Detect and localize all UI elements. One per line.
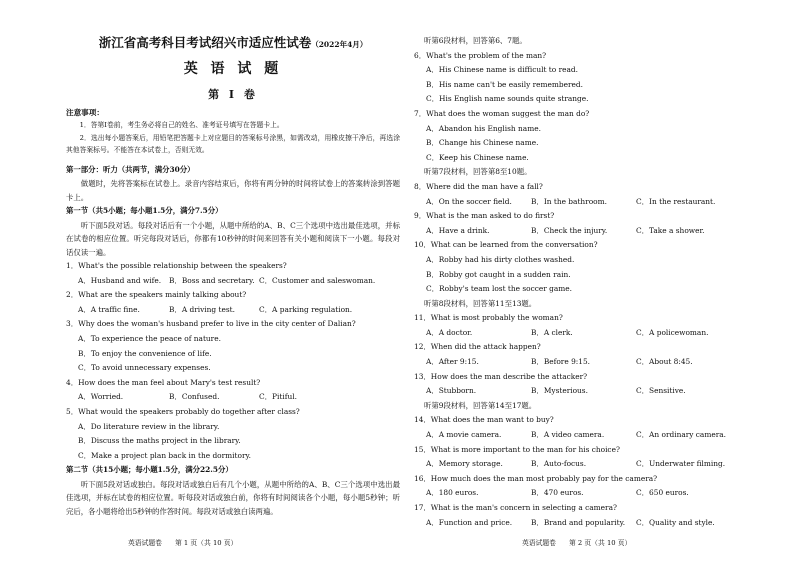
option-row xyxy=(66,274,400,289)
option-row xyxy=(66,390,400,405)
answer-option: A．His Chinese name is difficult to read. xyxy=(426,65,578,75)
answer-option: B．A video camera. xyxy=(531,430,605,440)
section2-instructions: 听下面5段对话或独白。每段对话或独白后有几个小题，从题中所给的A、B、C三个选项中选出最佳选项，并标在试卷的相应位置。听每段对话或独白前，你将有时间阅读各个小题，每小题5秒钟；听完后，各小题将给出5秒钟的作答时间。每段对话或独白读两遍。 xyxy=(66,479,400,516)
answer-option: A．Worried. xyxy=(78,392,124,402)
answer-option: B．Boss and secretary. xyxy=(169,275,255,285)
question-stem: 10．What can be learned from the conversation? xyxy=(414,240,598,250)
answer-option: B．Check the injury. xyxy=(531,225,608,235)
listening-instruction: 听第6段材料，回答第6、7题。 xyxy=(424,36,527,45)
volume-title: 第 Ⅰ 卷 xyxy=(208,88,258,101)
answer-option: C．An ordinary camera. xyxy=(636,430,727,440)
question-stem: 12．When did the attack happen? xyxy=(414,342,541,352)
answer-option: A．Have a drink. xyxy=(426,225,490,235)
notice-item: 1．答第Ⅰ卷前，考生务必将自己的姓名、准考证号填写在答题卡上。 xyxy=(79,121,284,129)
exam-title-main: 浙江省高考科目考试绍兴市适应性试卷 xyxy=(98,35,312,50)
option-row xyxy=(414,457,744,472)
answer-option: B．470 euros. xyxy=(531,488,584,498)
answer-option: B．Mysterious. xyxy=(531,386,588,396)
answer-option: B．Confused. xyxy=(169,392,220,402)
answer-option: B．To enjoy the convenience of life. xyxy=(78,348,212,358)
answer-option: A．A traffic fine. xyxy=(78,304,140,314)
question-stem: 4．How does the man feel about Mary's test result? xyxy=(66,377,261,387)
subject-title: 英 语 试 题 xyxy=(183,61,283,77)
answer-option: C．His English name sounds quite strange. xyxy=(426,94,589,104)
answer-option: A．A movie camera. xyxy=(426,430,502,440)
answer-option: C．650 euros. xyxy=(636,488,689,498)
option-row xyxy=(414,428,744,443)
answer-option: A．Stubborn. xyxy=(426,386,477,396)
answer-option: C．In the restaurant. xyxy=(636,196,716,206)
listening-instruction: 听第8段材料，回答第11至13题。 xyxy=(424,298,537,308)
answer-option: C．A parking regulation. xyxy=(259,304,353,314)
notice-item: 2．选出每小题答案后，用铅笔把答题卡上对应题目的答案标号涂黑，如需改动，用橡皮擦干净后，再选涂其他答案标号。不能答在本试卷上，否则无效。 xyxy=(66,133,400,155)
option-row xyxy=(414,195,744,210)
option-row xyxy=(414,224,744,239)
answer-option: C．Quality and style. xyxy=(636,517,715,527)
answer-option: B．A clerk. xyxy=(531,327,573,337)
question-stem: 1．What's the possible relationship between the speakers? xyxy=(66,261,287,271)
page-footer: 英语试题卷 第 1 页（共 10 页） xyxy=(128,539,238,547)
answer-option: B．Change his Chinese name. xyxy=(426,138,539,148)
answer-option: C．Make a project plan back in the dormitory. xyxy=(78,450,252,460)
answer-option: C．Sensitive. xyxy=(636,386,686,396)
answer-option: A．Do literature review in the library. xyxy=(78,421,220,431)
question-stem: 6．What's the problem of the man? xyxy=(414,50,547,60)
option-row xyxy=(414,516,744,531)
answer-option: A．180 euros. xyxy=(426,488,479,498)
section1-heading: 第一节（共5小题；每小题1.5分，满分7.5分） xyxy=(66,206,223,216)
page-1 xyxy=(66,0,400,561)
option-row xyxy=(414,355,744,370)
answer-option: B．Discuss the maths project in the library. xyxy=(78,436,241,446)
question-stem: 14．What does the man want to buy? xyxy=(414,415,554,425)
answer-option: C．A policewoman. xyxy=(636,327,709,337)
answer-option: C．Pitiful. xyxy=(259,392,297,402)
part1-instructions: 做题时，先将答案标在试卷上。录音内容结束后，你将有两分钟的时间将试卷上的答案转涂到答题卡上。 xyxy=(66,179,400,202)
answer-option: B．Before 9:15. xyxy=(531,357,591,367)
answer-option: B．A driving test. xyxy=(169,304,235,314)
option-row xyxy=(66,303,400,318)
answer-option: B．Auto-focus. xyxy=(531,459,587,469)
answer-option: B．His name can't be easily remembered. xyxy=(426,79,583,89)
answer-option: A．To experience the peace of nature. xyxy=(78,334,221,344)
answer-option: A．Abandon his English name. xyxy=(426,123,541,133)
answer-option: A．After 9:15. xyxy=(426,357,479,367)
listening-instruction: 听第7段材料，回答第8至10题。 xyxy=(424,167,532,177)
answer-option: A．Robby had his dirty clothes washed. xyxy=(426,254,575,264)
page-footer: 英语试题卷 第 2 页（共 10 页） xyxy=(522,539,632,547)
page-2 xyxy=(414,0,744,561)
option-row xyxy=(414,486,744,501)
answer-option: C．Take a shower. xyxy=(636,225,705,235)
answer-option: A．A doctor. xyxy=(426,327,473,337)
answer-option: C．Keep his Chinese name. xyxy=(426,152,529,162)
option-row xyxy=(414,326,744,341)
question-stem: 2．What are the speakers mainly talking about? xyxy=(66,290,247,300)
answer-option: B．Brand and popularity. xyxy=(531,517,626,527)
question-stem: 15．What is more important to the man for his choice? xyxy=(414,444,620,454)
answer-option: C．Customer and saleswoman. xyxy=(259,275,376,285)
notice-heading: 注意事项： xyxy=(66,108,104,117)
option-row xyxy=(414,384,744,399)
answer-option: C．Robby's team lost the soccer game. xyxy=(426,284,573,294)
section2-heading: 第二节（共15小题；每小题1.5分，满分22.5分） xyxy=(66,465,233,475)
question-stem: 3．Why does the woman's husband prefer to live in the city center of Dalian? xyxy=(66,319,356,329)
question-stem: 17．What is the man's concern in selecting a camera? xyxy=(414,503,617,512)
question-list xyxy=(414,34,744,530)
exam-title xyxy=(66,34,400,54)
question-stem: 13．How does the man describe the attacker? xyxy=(414,371,588,381)
question-stem: 16．How much does the man most probably pay for the camera? xyxy=(414,473,658,483)
answer-option: B．In the bathroom. xyxy=(531,196,607,206)
exam-date: （2022年4月） xyxy=(311,40,368,49)
question-stem: 8．Where did the man have a fall? xyxy=(414,181,543,191)
answer-option: C．Underwater filming. xyxy=(636,459,726,469)
part1-heading: 第一部分：听力（共两节，满分30分） xyxy=(66,164,195,174)
question-list xyxy=(66,259,400,463)
question-stem: 11．What is most probably the woman? xyxy=(414,313,563,323)
answer-option: C．About 8:45. xyxy=(636,357,693,367)
answer-option: A．Memory storage. xyxy=(426,459,503,469)
answer-option: A．Function and price. xyxy=(426,517,513,527)
listening-instruction: 听第9段材料，回答第14至17题。 xyxy=(424,400,537,410)
question-stem: 7．What does the woman suggest the man do? xyxy=(414,108,590,118)
question-stem: 5．What would the speakers probably do together after class? xyxy=(66,407,300,417)
section1-instructions: 听下面5段对话。每段对话后有一个小题，从题中所给的A、B、C三个选项中选出最佳选项，并标在试卷的相应位置。听完每段对话后，你都有10秒钟的时间来回答有关小题和阅读下一小题。每段对话仅读一遍。 xyxy=(66,220,400,257)
answer-option: A．Husband and wife. xyxy=(78,275,162,285)
answer-option: B．Robby got caught in a sudden rain. xyxy=(426,269,571,279)
answer-option: C．To avoid unnecessary expenses. xyxy=(78,363,211,373)
question-stem: 9．What is the man asked to do first? xyxy=(414,211,555,221)
answer-option: A．On the soccer field. xyxy=(426,196,512,206)
